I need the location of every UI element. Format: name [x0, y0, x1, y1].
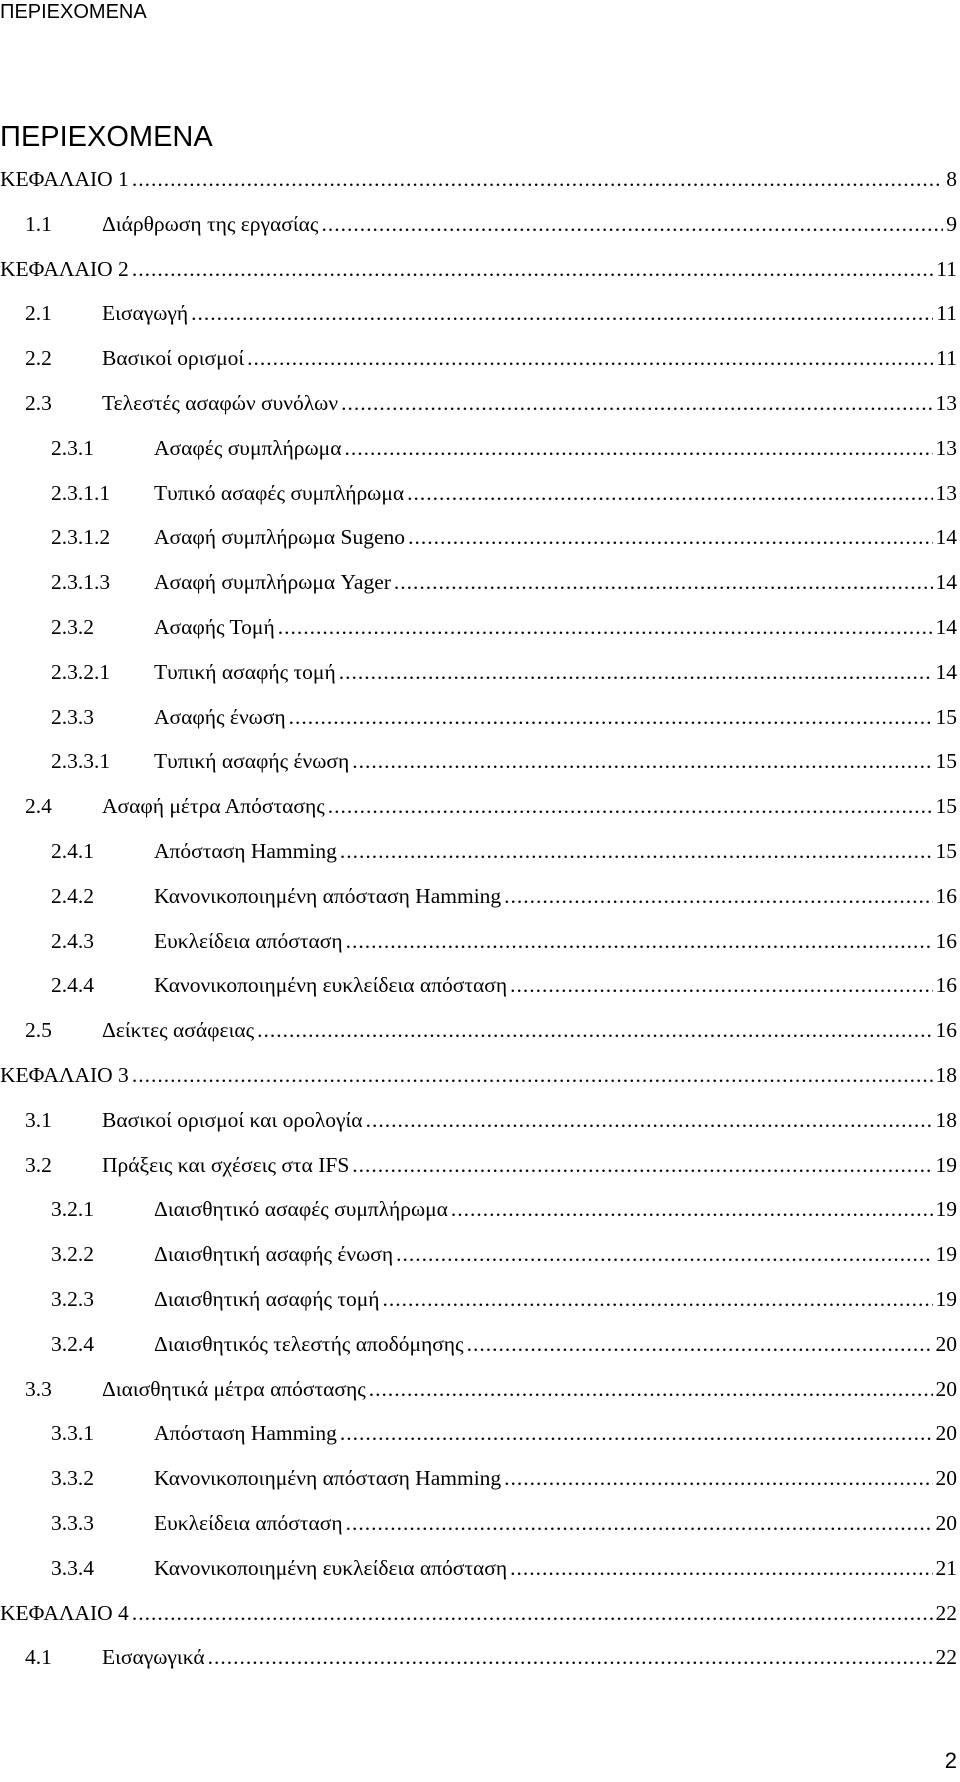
dot-leader: [132, 247, 933, 292]
toc-entry-label: ΚΕΦΑΛΑΙΟ 1: [0, 167, 129, 191]
toc-entry-2-4-4[interactable]: [0, 963, 957, 1008]
toc-entry-label: Διαισθητικός τελεστής αποδόμησης: [154, 1331, 464, 1356]
dot-leader: [341, 381, 932, 426]
toc-entry-page: 14: [935, 570, 957, 595]
toc-entry-label: Ασαφής Τομή: [154, 614, 275, 639]
toc-entry-page: 16: [935, 973, 957, 998]
running-header: ΠΕΡΙΕΧΟΜΕΝΑ: [0, 1, 147, 23]
toc-entry-label: Τελεστές ασαφών συνόλων: [102, 390, 339, 415]
dot-leader: [408, 515, 932, 560]
dot-leader: [366, 1098, 933, 1143]
dot-leader: [132, 157, 943, 202]
toc-entry-page: 14: [935, 659, 957, 684]
toc-entry-label: Πράξεις και σχέσεις στα IFS: [102, 1152, 350, 1177]
toc-entry-page: 20: [935, 1510, 957, 1535]
toc-entry-label: Διάρθρωση της εργασίας: [102, 211, 319, 236]
table-of-contents: [0, 157, 957, 1680]
toc-entry-page: 11: [936, 256, 957, 281]
toc-entry-2-3-2[interactable]: [0, 605, 957, 650]
toc-entry-label: Διαισθητικό ασαφές συμπλήρωμα: [154, 1197, 448, 1222]
toc-entry-number: 2.4.3: [51, 928, 94, 953]
toc-entry-page: 22: [935, 1645, 957, 1670]
toc-entry-label: Διαισθητικά μέτρα απόστασης: [102, 1376, 366, 1401]
toc-entry-label: Ασαφή συμπλήρωμα Sugeno: [154, 525, 406, 550]
toc-entry-2-5[interactable]: [0, 1008, 957, 1053]
toc-entry-page: 20: [935, 1331, 957, 1356]
toc-entry-page: 8: [946, 167, 957, 191]
toc-entry-number: 2.5: [25, 1018, 52, 1043]
toc-entry-3-3-3[interactable]: [0, 1501, 957, 1546]
toc-entry-label: Βασικοί ορισμοί και ορολογία: [102, 1107, 363, 1132]
toc-entry-2-4-3[interactable]: [0, 919, 957, 964]
toc-entry-chapter-32[interactable]: [0, 1591, 957, 1636]
toc-entry-page: 20: [935, 1421, 957, 1446]
dot-leader: [383, 1277, 933, 1322]
toc-entry-chapter-20[interactable]: [0, 1053, 957, 1098]
toc-entry-number: 3.1: [25, 1107, 52, 1132]
toc-entry-number: 2.3.1: [51, 435, 94, 460]
toc-entry-page: 15: [935, 794, 957, 819]
toc-entry-page: 22: [935, 1600, 957, 1625]
toc-entry-3-2-4[interactable]: [0, 1322, 957, 1367]
toc-entry-chapter-2[interactable]: [0, 247, 957, 292]
toc-entry-label: Τυπικό ασαφές συμπλήρωμα: [154, 480, 405, 505]
toc-entry-number: 2.4.1: [51, 838, 94, 863]
toc-entry-page: 19: [935, 1197, 957, 1222]
toc-entry-page: 14: [935, 614, 957, 639]
toc-entry-number: 2.2: [25, 346, 52, 371]
toc-entry-3-3-4[interactable]: [0, 1546, 957, 1591]
toc-entry-page: 13: [935, 390, 957, 415]
toc-entry-2-4-1[interactable]: [0, 829, 957, 874]
toc-entry-label: ΚΕΦΑΛΑΙΟ 2: [0, 256, 129, 281]
dot-leader: [344, 426, 932, 471]
dot-leader: [352, 739, 932, 784]
toc-entry-page: 16: [935, 928, 957, 953]
toc-entry-number: 2.3.1.3: [51, 570, 111, 595]
dot-leader: [467, 1322, 933, 1367]
toc-entry-page: 15: [935, 838, 957, 863]
toc-entry-2-1[interactable]: [0, 291, 957, 336]
dot-leader: [247, 336, 933, 381]
toc-entry-number: 2.3.2.1: [51, 659, 111, 684]
toc-entry-label: Δείκτες ασάφειας: [102, 1018, 255, 1043]
dot-leader: [510, 1546, 932, 1591]
dot-leader: [328, 784, 933, 829]
toc-entry-number: 3.2.1: [51, 1197, 94, 1222]
dot-leader: [451, 1187, 933, 1232]
toc-entry-page: 15: [935, 749, 957, 774]
toc-entry-3-2-3[interactable]: [0, 1277, 957, 1322]
dot-leader: [396, 1232, 932, 1277]
toc-entry-number: 2.3.1.2: [51, 525, 111, 550]
toc-entry-number: 3.3: [25, 1376, 52, 1401]
toc-entry-number: 2.3.3.1: [51, 749, 111, 774]
dot-leader: [321, 202, 943, 247]
toc-entry-3-1[interactable]: [0, 1098, 957, 1143]
toc-entry-page: 14: [935, 525, 957, 550]
toc-entry-3-3-2[interactable]: [0, 1456, 957, 1501]
toc-entry-page: 15: [935, 704, 957, 729]
toc-entry-label: Εισαγωγικά: [102, 1645, 205, 1670]
toc-entry-number: 3.2: [25, 1152, 52, 1177]
toc-entry-label: Εισαγωγή: [102, 301, 189, 326]
dot-leader: [346, 919, 933, 964]
toc-entry-number: 3.2.2: [51, 1242, 94, 1267]
toc-entry-number: 4.1: [25, 1645, 52, 1670]
dot-leader: [340, 829, 933, 874]
toc-entry-number: 1.1: [25, 211, 52, 236]
dot-leader: [191, 291, 933, 336]
toc-entry-label: ΚΕΦΑΛΑΙΟ 3: [0, 1062, 129, 1087]
dot-leader: [394, 560, 933, 605]
toc-entry-number: 3.2.4: [51, 1331, 94, 1356]
dot-leader: [504, 874, 932, 919]
toc-entry-label: Διαισθητική ασαφής ένωση: [154, 1242, 394, 1267]
toc-entry-page: 20: [935, 1376, 957, 1401]
toc-entry-page: 11: [936, 301, 957, 326]
dot-leader: [346, 1501, 933, 1546]
toc-entry-page: 18: [935, 1062, 957, 1087]
toc-entry-3-2-1[interactable]: [0, 1187, 957, 1232]
toc-entry-number: 2.3.3: [51, 704, 94, 729]
toc-entry-label: Ασαφές συμπλήρωμα: [154, 435, 342, 460]
dot-leader: [510, 963, 932, 1008]
dot-leader: [257, 1008, 932, 1053]
toc-entry-label: Απόσταση Hamming: [154, 838, 337, 863]
dot-leader: [339, 650, 933, 695]
toc-entry-label: Κανονικοποιημένη απόσταση Hamming: [154, 883, 502, 908]
dot-leader: [132, 1053, 933, 1098]
toc-entry-label: Ασαφή συμπλήρωμα Yager: [154, 570, 391, 595]
dot-leader: [208, 1635, 933, 1680]
toc-entry-label: Ασαφής ένωση: [154, 704, 286, 729]
toc-entry-page: 13: [935, 435, 957, 460]
toc-entry-1-1[interactable]: [0, 202, 957, 247]
toc-entry-label: Κανονικοποιημένη ευκλείδεια απόσταση: [154, 973, 508, 998]
toc-entry-number: 3.3.1: [51, 1421, 94, 1446]
toc-entry-page: 11: [936, 346, 957, 371]
dot-leader: [352, 1143, 932, 1188]
toc-entry-number: 3.3.3: [51, 1510, 94, 1535]
toc-entry-2-4[interactable]: [0, 784, 957, 829]
toc-entry-label: Διαισθητική ασαφής τομή: [154, 1286, 380, 1311]
dot-leader: [278, 605, 933, 650]
toc-entry-2-3-1-1[interactable]: [0, 471, 957, 516]
toc-entry-label: Ασαφή μέτρα Απόστασης: [102, 794, 325, 819]
toc-entry-2-3-3-1[interactable]: [0, 739, 957, 784]
toc-entry-number: 3.3.2: [51, 1466, 94, 1491]
toc-entry-label: ΚΕΦΑΛΑΙΟ 4: [0, 1600, 129, 1625]
toc-entry-number: 3.3.4: [51, 1555, 94, 1580]
toc-entry-number: 2.3: [25, 390, 52, 415]
toc-entry-number: 2.3.2: [51, 614, 94, 639]
page-title: ΠΕΡΙΕΧΟΜΕΝΑ: [0, 121, 213, 153]
toc-entry-page: 19: [935, 1152, 957, 1177]
toc-entry-label: Βασικοί ορισμοί: [102, 346, 245, 371]
dot-leader: [504, 1456, 932, 1501]
toc-entry-page: 13: [935, 480, 957, 505]
toc-entry-label: Τυπική ασαφής ένωση: [154, 749, 350, 774]
toc-entry-label: Ευκλείδεια απόσταση: [154, 928, 343, 953]
toc-entry-label: Απόσταση Hamming: [154, 1421, 337, 1446]
dot-leader: [132, 1591, 933, 1636]
toc-entry-3-3-1[interactable]: [0, 1411, 957, 1456]
toc-entry-2-4-2[interactable]: [0, 874, 957, 919]
toc-entry-label: Ευκλείδεια απόσταση: [154, 1510, 343, 1535]
toc-entry-2-3-1-2[interactable]: [0, 515, 957, 560]
toc-entry-label: Κανονικοποιημένη ευκλείδεια απόσταση: [154, 1555, 508, 1580]
toc-entry-page: 19: [935, 1242, 957, 1267]
dot-leader: [289, 695, 933, 740]
dot-leader: [369, 1367, 933, 1412]
dot-leader: [407, 471, 932, 516]
toc-entry-label: Τυπική ασαφής τομή: [154, 659, 336, 684]
toc-entry-2-3-2-1[interactable]: [0, 650, 957, 695]
toc-entry-2-3[interactable]: [0, 381, 957, 426]
page-number: 2: [944, 1748, 957, 1773]
toc-entry-page: 16: [935, 1018, 957, 1043]
toc-entry-page: 9: [946, 211, 957, 236]
toc-entry-3-2-2[interactable]: [0, 1232, 957, 1277]
toc-entry-4-1[interactable]: [0, 1635, 957, 1680]
toc-entry-page: 16: [935, 883, 957, 908]
toc-entry-page: 20: [935, 1466, 957, 1491]
toc-entry-3-3[interactable]: [0, 1367, 957, 1412]
toc-entry-2-3-1-3[interactable]: [0, 560, 957, 605]
toc-entry-number: 2.3.1.1: [51, 480, 111, 505]
toc-entry-number: 2.4: [25, 794, 52, 819]
toc-entry-label: Κανονικοποιημένη απόσταση Hamming: [154, 1466, 502, 1491]
toc-entry-3-2[interactable]: [0, 1143, 957, 1188]
toc-entry-number: 2.1: [25, 301, 52, 326]
toc-entry-2-3-3[interactable]: [0, 695, 957, 740]
toc-entry-2-3-1[interactable]: [0, 426, 957, 471]
toc-entry-page: 18: [935, 1107, 957, 1132]
toc-entry-chapter-0[interactable]: [0, 157, 957, 202]
toc-entry-page: 19: [935, 1286, 957, 1311]
toc-entry-number: 2.4.4: [51, 973, 94, 998]
toc-entry-number: 2.4.2: [51, 883, 94, 908]
toc-entry-number: 3.2.3: [51, 1286, 94, 1311]
dot-leader: [340, 1411, 933, 1456]
toc-entry-2-2[interactable]: [0, 336, 957, 381]
toc-entry-page: 21: [935, 1555, 957, 1580]
